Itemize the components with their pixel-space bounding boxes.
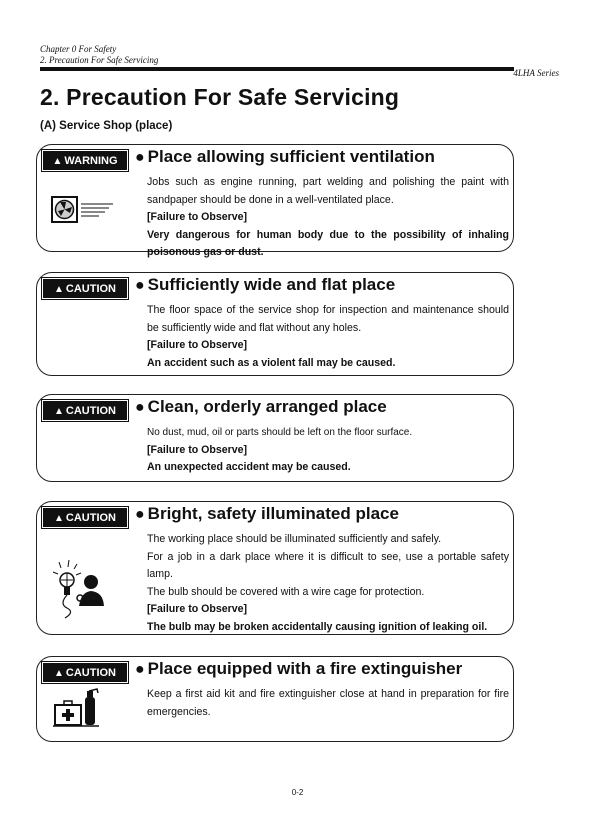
warning-triangle-icon: ▲ [53, 284, 64, 295]
caution-badge: ▲ CAUTION [43, 508, 127, 527]
failure-label: [Failure to Observe] [147, 603, 248, 615]
failure-label: [Failure to Observe] [147, 443, 248, 456]
page-number: 0-2 [291, 788, 304, 797]
running-header [40, 44, 158, 66]
section-text-line: The bulb should be covered with a wire cage for protection. [147, 585, 425, 598]
warning-triangle-icon: ▲ [52, 156, 63, 167]
failure-label: [Failure to Observe] [147, 211, 248, 223]
section-text: Jobs such as engine running, part welding and polishing the paint with sandpaper should be done in a well-ventilated place. [147, 176, 509, 206]
warning-triangle-icon: ▲ [53, 406, 64, 417]
section-text: Keep a first aid kit and fire extinguisher close at hand in preparation for fire emergencies. [147, 688, 509, 718]
warning-box-ventilation [36, 144, 514, 258]
warning-badge: ▲ WARNING [43, 151, 127, 170]
section-body [147, 686, 509, 721]
caution-badge: ▲ CAUTION [43, 279, 127, 298]
caution-badge: ▲ CAUTION [43, 663, 127, 682]
failure-consequence: An accident such as a violent fall may be caused. [147, 356, 396, 369]
caution-box-flat-place [36, 272, 514, 376]
caution-box-clean-place [36, 394, 514, 482]
warning-triangle-icon: ▲ [53, 668, 64, 679]
page-title: 2. Precaution For Safe Servicing [40, 84, 400, 110]
failure-consequence: The bulb may be broken accidentally causing ignition of leaking oil. [147, 620, 488, 633]
header-chapter: Chapter 0 For Safety [40, 44, 117, 54]
header-section: 2. Precaution For Safe Servicing [40, 55, 159, 65]
ventilation-fan-icon [51, 195, 115, 225]
failure-label: [Failure to Observe] [147, 339, 248, 351]
caution-badge: ▲ CAUTION [43, 401, 127, 420]
section-body [147, 531, 509, 636]
section-heading: ● Clean, orderly arranged place [135, 397, 387, 416]
section-heading: ● Bright, safety illuminated place [135, 504, 399, 523]
section-body [147, 302, 509, 372]
failure-consequence: Very dangerous for human body due to the possibility of inhaling poisonous gas or dust. [147, 228, 509, 258]
section-text-line: The working place should be illuminated sufficiently and safely. [147, 533, 442, 545]
warning-triangle-icon: ▲ [53, 513, 64, 524]
section-heading: ● Place allowing sufficient ventilation [135, 147, 435, 166]
failure-consequence: An unexpected accident may be caused. [147, 461, 351, 473]
header-series: 4LHA Series [513, 68, 559, 78]
section-text: The floor space of the service shop for inspection and maintenance should be sufficiently wide and flat without any holes. [147, 304, 509, 334]
section-body [147, 174, 509, 262]
caution-box-fire-extinguisher [36, 656, 514, 742]
caution-box-illumination [36, 501, 514, 635]
header-rule [40, 67, 514, 71]
section-text: No dust, mud, oil or parts should be left on the floor surface. [147, 427, 413, 438]
portable-lamp-worker-icon [47, 558, 107, 622]
section-body [147, 424, 509, 477]
section-heading: ● Place equipped with a fire extinguisher [135, 659, 463, 678]
first-aid-extinguisher-icon [53, 687, 101, 729]
section-subtitle: (A) Service Shop (place) [40, 120, 173, 132]
section-text-line: For a job in a dark place where it is difficult to see, use a portable safety lamp. [147, 550, 509, 580]
section-heading: ● Sufficiently wide and flat place [135, 275, 396, 294]
